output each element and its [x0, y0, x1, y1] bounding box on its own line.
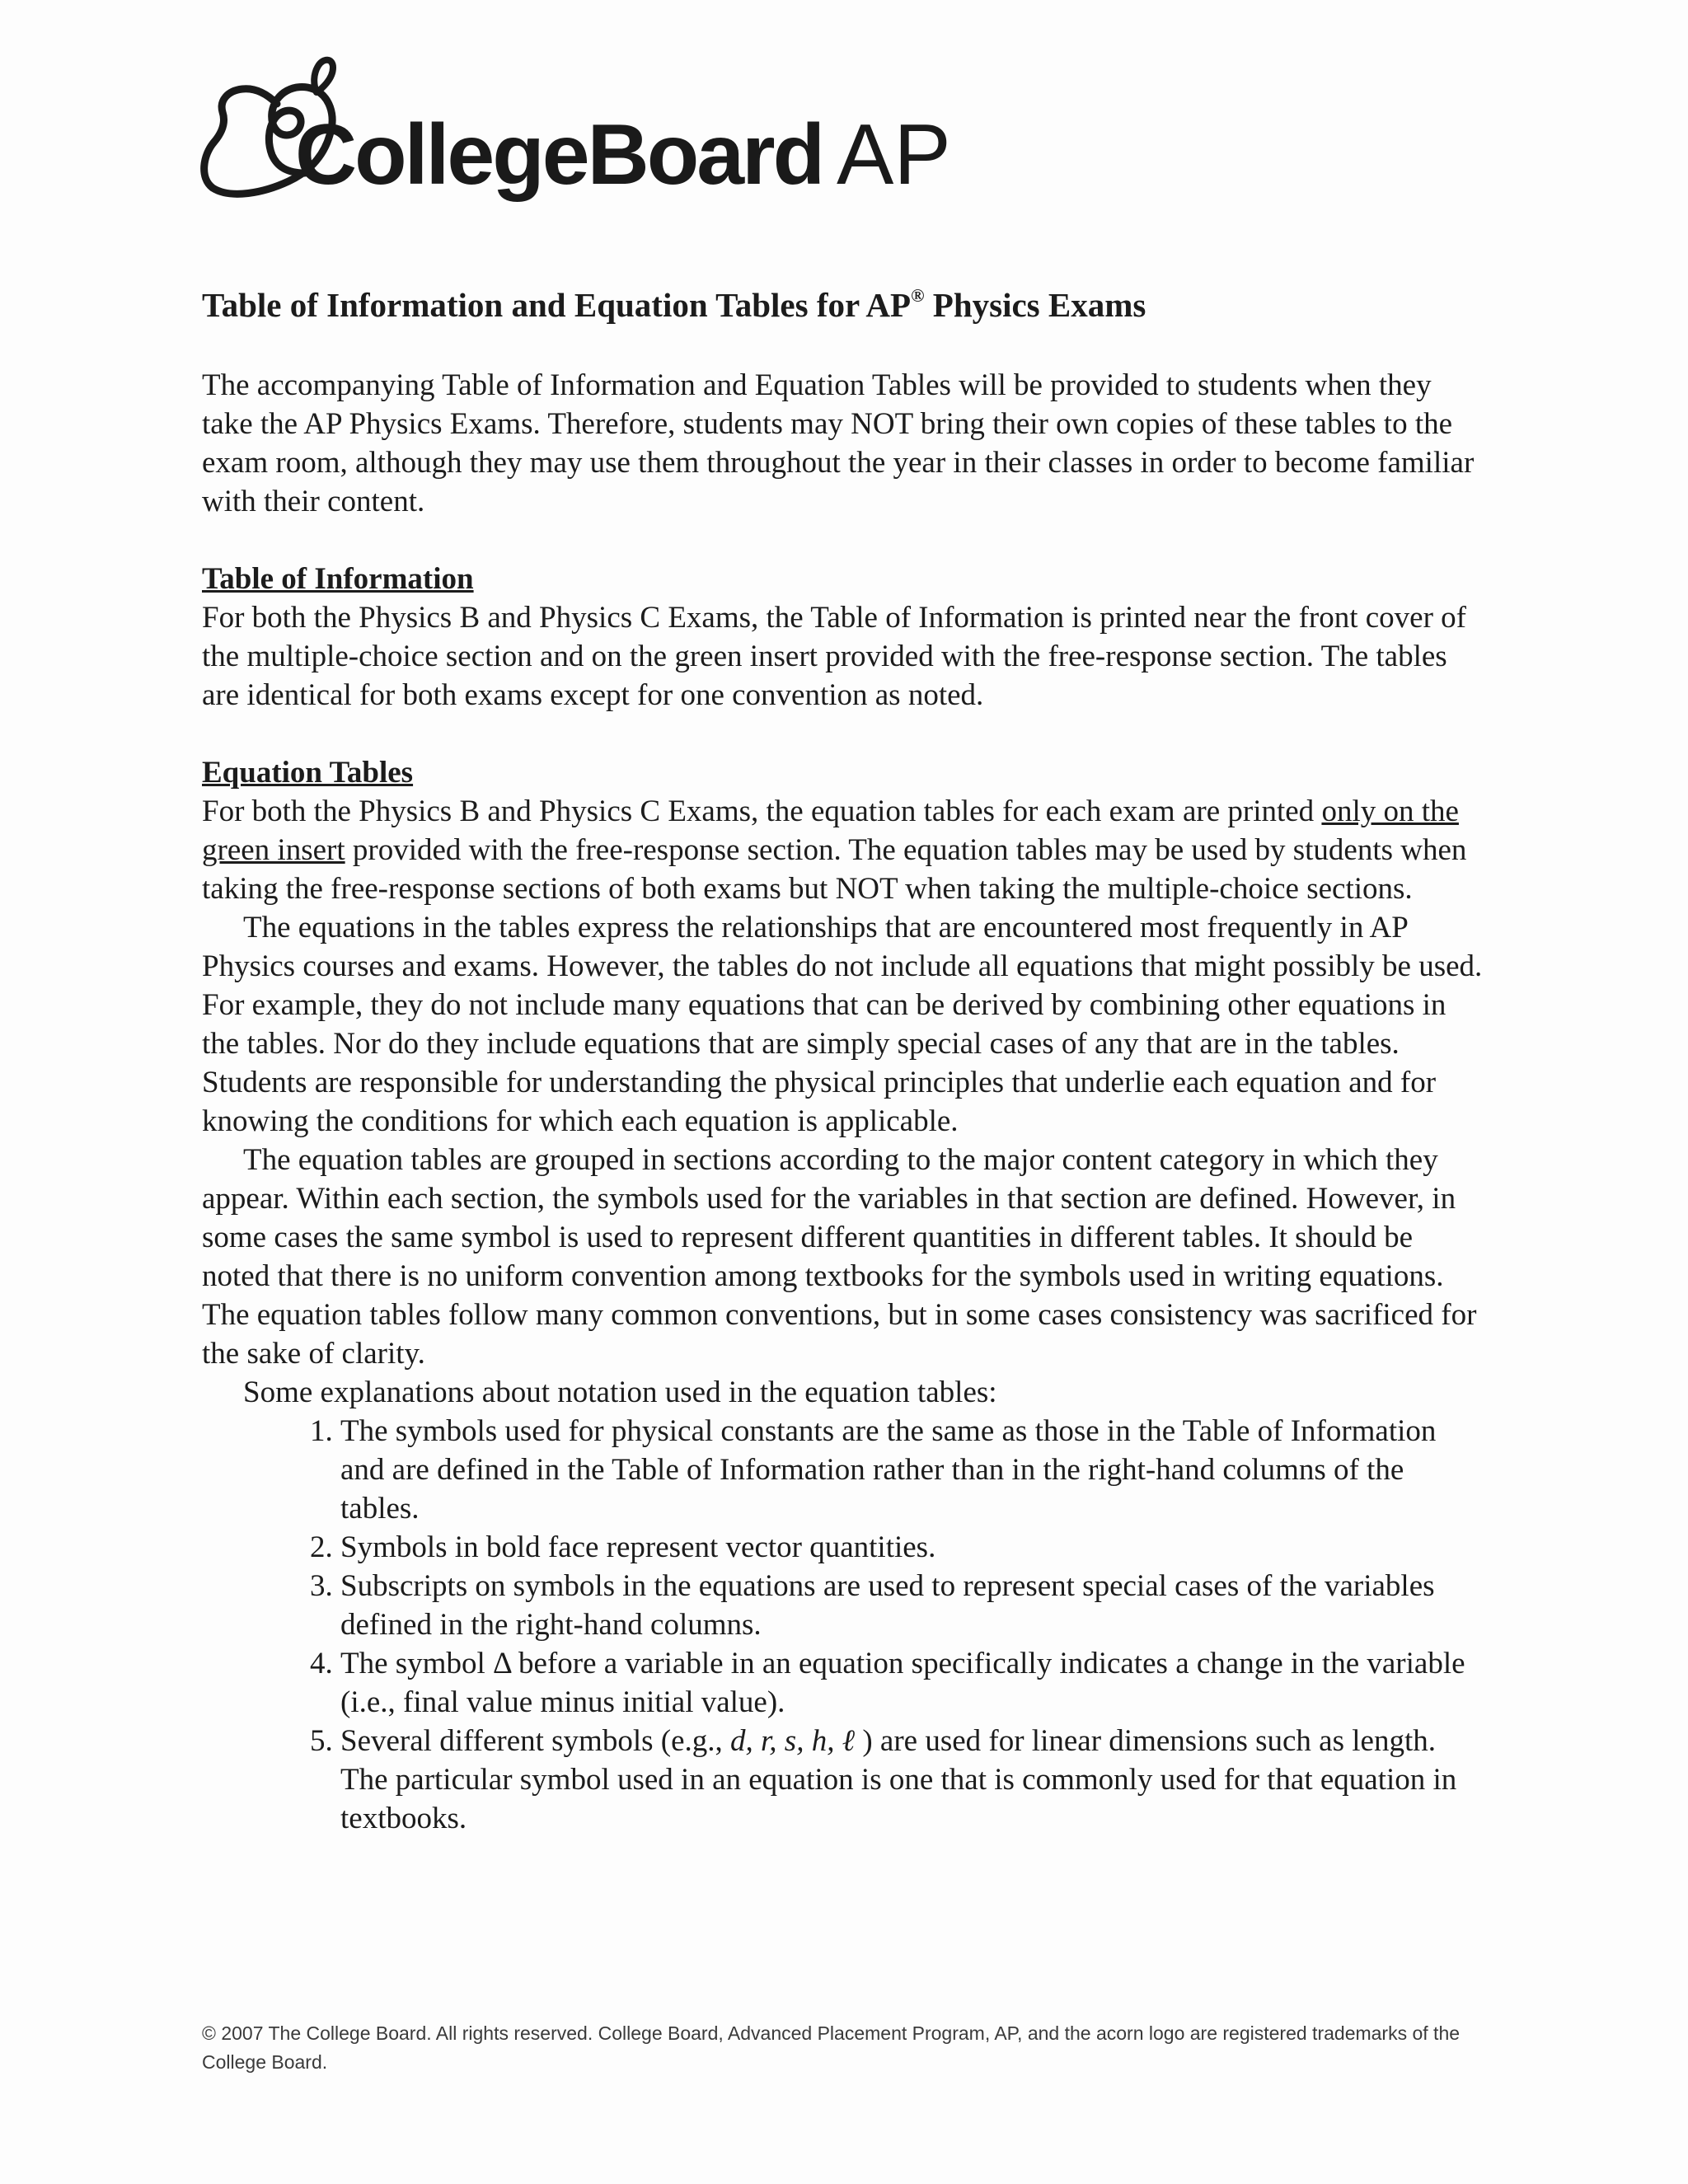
section-body: For both the Physics B and Physics C Exams, the equation tables for each exam are printed only on the green insert provided with the free-response section. The equation tables may be used by students when taking the free-response sections of both exams but NOT when taking the multiple-choice sections.	[202, 794, 1467, 907]
section-heading: Equation Tables	[202, 756, 414, 790]
copyright-footer: © 2007 The College Board. All rights reserved. College Board, Advanced Placement Program, AP, and the acorn logo are registered trademarks of the College Board.	[202, 2022, 1461, 2073]
section-body: For both the Physics B and Physics C Exams, the Table of Information is printed near the front cover of the multiple-choice section and on the green insert provided with the free-response section. The tables are identical for both exams except for one convention as noted.	[202, 601, 1467, 713]
list-item: 3. Subscripts on symbols in the equations are used to represent special cases of the variables defined in the right-hand columns.	[340, 1567, 1488, 1644]
list-item: 2. Symbols in bold face represent vector quantities.	[340, 1528, 1488, 1567]
section-table-of-information	[202, 560, 1488, 715]
body-paragraph: The equations in the tables express the relationships that are encountered most frequently in AP Physics courses and exams. However, the tables do not include all equations that might possibly be used. For example, they do not include many equations that can be derived by combining other equations in the tables. Nor do they include equations that are simply special cases of any that are in the tables. Students are responsible for understanding the physical principles that underlie each equation and for knowing the conditions for which each equation is applicable.	[202, 911, 1483, 1139]
delta-symbol: Δ	[492, 1647, 511, 1681]
body-paragraph: The equation tables are grouped in sections according to the major content category in which they appear. Within each section, the symbols used for the variables in that section are defined. However, in some cases the same symbol is used to represent different quantities in different tables. It should be noted that there is no uniform convention among textbooks for the symbols used in writing equations. The equation tables follow many common conventions, but in some cases consistency was sacrificed for the sake of clarity.	[202, 1143, 1477, 1371]
list-item: 1. The symbols used for physical constants are the same as those in the Table of Information and are defined in the Table of Information rather than in the right-hand columns of the tables.	[340, 1412, 1488, 1528]
main-content	[202, 284, 1488, 1838]
section-heading: Table of Information	[202, 562, 474, 597]
intro-paragraph: The accompanying Table of Information and Equation Tables will be provided to students when they take the AP Physics Exams. Therefore, students may NOT bring their own copies of these tables to the exam room, although they may use them throughout the year in their classes in order to become familiar with their content.	[202, 368, 1475, 519]
notation-intro: Some explanations about notation used in the equation tables:	[243, 1376, 997, 1410]
notation-list	[202, 1412, 1488, 1838]
page-title: Table of Information and Equation Tables for AP® Physics Exams	[202, 285, 1146, 324]
symbol-examples: d, r, s, h, ℓ	[730, 1724, 856, 1759]
section-equation-tables	[202, 753, 1488, 1838]
list-item: 5. Several different symbols (e.g., d, r, s, h, ℓ ) are used for linear dimensions such as length. The particular symbol used in an equation is one that is commonly used for that equation in textbooks.	[340, 1722, 1488, 1838]
underlined-emphasis: only on the green insert	[202, 794, 1459, 868]
college-board-logo	[198, 49, 1022, 231]
brand-name: CollegeBoard	[295, 107, 823, 203]
registered-mark: ®	[911, 285, 925, 306]
brand-ap: AP	[837, 107, 951, 203]
list-item: 4. The symbol Δ before a variable in an equation specifically indicates a change in the variable (i.e., final value minus initial value).	[340, 1644, 1488, 1722]
